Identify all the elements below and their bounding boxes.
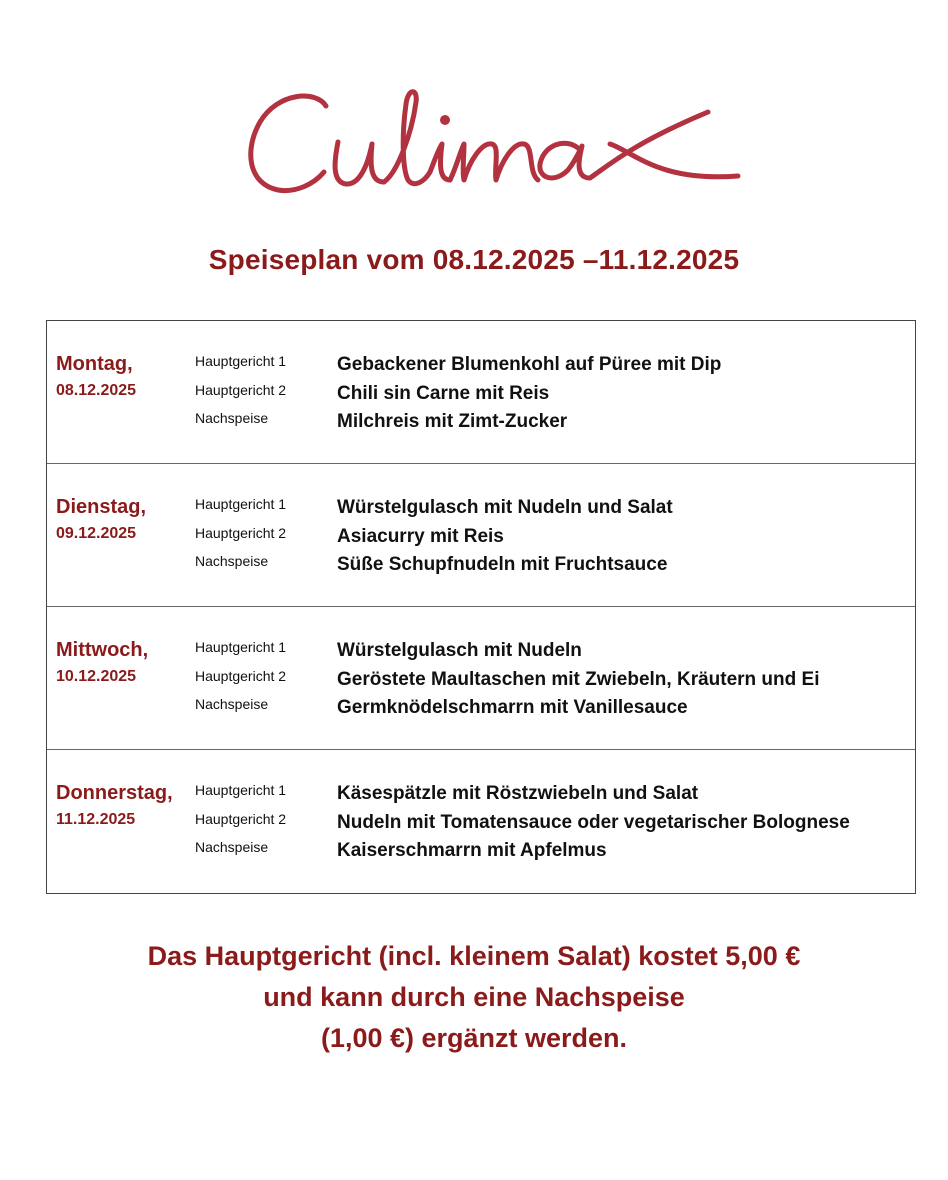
day-date: 10.12.2025 (56, 668, 137, 685)
course-label: Nachspeise (195, 553, 269, 570)
culimax-logo (238, 72, 748, 212)
course-label: Hauptgericht 1 (195, 496, 287, 512)
course-label: Nachspeise (195, 696, 269, 713)
day-date: 08.12.2025 (56, 382, 137, 399)
price-note-line-1: Das Hauptgericht (incl. kleinem Salat) kostet 5,00 € (147, 941, 801, 971)
dishes (337, 353, 721, 439)
day-row-tuesday (47, 464, 915, 607)
course-labels (195, 637, 286, 723)
dish: Germknödelschmarrn mit Vanillesauce (337, 697, 688, 719)
day-row-monday (47, 321, 915, 464)
day-name: Montag, (56, 353, 133, 375)
dish: Geröstete Maultaschen mit Zwiebeln, Kräutern und Ei (337, 668, 820, 690)
course-label: Hauptgericht 1 (195, 782, 287, 798)
course-label: Hauptgericht 1 (195, 639, 287, 655)
day-name: Dienstag, (56, 496, 147, 518)
price-note (0, 936, 948, 1059)
course-labels (195, 494, 286, 580)
dish: Käsespätzle mit Röstzwiebeln und Salat (337, 783, 699, 804)
dish: Milchreis mit Zimt-Zucker (337, 411, 568, 433)
day-row-wednesday (47, 607, 915, 750)
dish: Kaiserschmarrn mit Apfelmus (337, 840, 607, 862)
course-label: Hauptgericht 1 (195, 353, 287, 369)
day-name: Donnerstag, (56, 782, 173, 804)
dish: Nudeln mit Tomatensauce oder vegetarischer Bolognese (337, 811, 850, 833)
day-row-thursday (47, 750, 915, 893)
course-label: Hauptgericht 2 (195, 667, 287, 684)
course-label: Nachspeise (195, 839, 269, 856)
course-labels (195, 780, 286, 866)
course-label: Hauptgericht 2 (195, 524, 287, 541)
price-note-line-2: und kann durch eine Nachspeise (263, 982, 685, 1012)
dishes (337, 782, 850, 868)
dish: Chili sin Carne mit Reis (337, 382, 550, 404)
day-date: 09.12.2025 (56, 525, 137, 542)
dishes (337, 639, 819, 725)
culimax-logo-script (238, 72, 748, 212)
dishes (337, 496, 673, 582)
day-date: 11.12.2025 (56, 811, 136, 828)
dish: Asiacurry mit Reis (337, 525, 504, 547)
day-name: Mittwoch, (56, 639, 149, 661)
dish: Würstelgulasch mit Nudeln (337, 640, 582, 661)
price-note-line-3: (1,00 €) ergänzt werden. (320, 1023, 628, 1053)
course-labels (195, 351, 286, 437)
page-title: Speiseplan vom 08.12.2025 –11.12.2025 (208, 244, 740, 275)
dish: Gebackener Blumenkohl auf Püree mit Dip (337, 354, 722, 375)
course-label: Nachspeise (195, 410, 269, 427)
menu-table (46, 320, 916, 894)
course-label: Hauptgericht 2 (195, 810, 287, 827)
course-label: Hauptgericht 2 (195, 381, 287, 398)
dish: Würstelgulasch mit Nudeln und Salat (337, 497, 673, 518)
dish: Süße Schupfnudeln mit Fruchtsauce (337, 554, 668, 576)
